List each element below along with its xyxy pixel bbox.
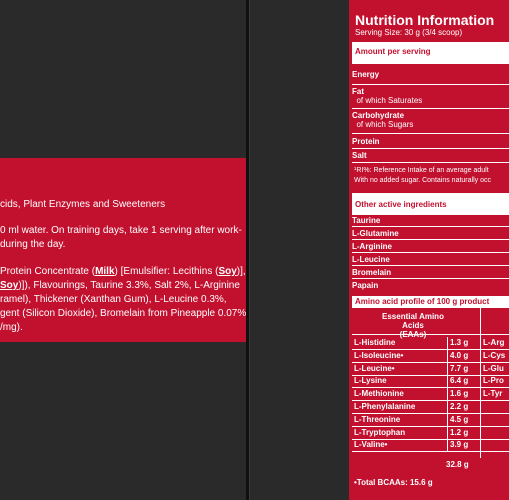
table-row: [352, 337, 509, 349]
other-item: Taurine: [352, 216, 381, 225]
amino-name: L-Leucine•: [354, 364, 395, 373]
ingredients-line-6: /mg).: [0, 322, 23, 333]
amino-value: 1.6 g: [447, 388, 479, 400]
table-row: [352, 388, 509, 400]
amino-value: 1.3 g: [447, 337, 479, 349]
divider: [352, 252, 509, 253]
amino-value: 2.2 g: [447, 401, 479, 413]
table-line: [352, 451, 509, 452]
amino-name: L-Methionine: [354, 389, 404, 398]
nutrition-label: [349, 0, 509, 500]
next-column-name: L-Cys: [480, 350, 505, 362]
table-row: [352, 439, 509, 451]
divider: [352, 148, 509, 149]
serving-size: Serving Size: 30 g (3/4 scoop): [355, 28, 463, 37]
divider: [352, 133, 509, 134]
divider: [352, 278, 509, 279]
table-row: [352, 363, 509, 375]
amino-name: L-Threonine: [354, 415, 401, 424]
other-ingredients-header: Other active ingredients: [355, 200, 447, 209]
directions-line-1: 0 ml water. On training days, take 1 serving after work-: [0, 225, 242, 236]
sugars-row: of which Sugars: [356, 120, 414, 129]
fat-row: Fat: [352, 87, 364, 96]
other-item: L-Leucine: [352, 255, 390, 264]
ingredients-line-3: Soy)]), Flavourings, Taurine 3.3%, Salt 2%, L-Arginine: [0, 280, 240, 291]
amino-profile-header: Amino acid profile of 100 g product: [352, 296, 509, 308]
next-column-name: L-Pro: [480, 375, 504, 387]
amino-name: L-Histidine: [354, 338, 396, 347]
sugar-note: With no added sugar. Contains naturally occ: [354, 177, 491, 184]
ingredients-line-4: ramel), Thickener (Xanthan Gum), L-Leucine 0.3%,: [0, 294, 227, 305]
amino-name: L-Tryptophan: [354, 428, 406, 437]
table-row: [352, 375, 509, 387]
table-line: [352, 334, 509, 335]
carbohydrate-row: Carbohydrate: [352, 111, 405, 120]
divider: [352, 265, 509, 266]
amino-value: 6.4 g: [447, 375, 479, 387]
amino-name: L-Phenylalanine: [354, 402, 416, 411]
protein-row: Protein: [352, 137, 380, 146]
salt-row: Salt: [352, 151, 367, 160]
amino-name: L-Valine•: [354, 440, 388, 449]
directions-line-2: during the day.: [0, 239, 66, 250]
amount-header-box: [352, 42, 509, 64]
divider: [352, 226, 509, 227]
amino-name: L-Lysine: [354, 376, 387, 385]
divider: [352, 162, 509, 163]
amino-value: 7.7 g: [447, 363, 479, 375]
amino-value: 1.2 g: [447, 427, 479, 439]
other-item: L-Arginine: [352, 242, 392, 251]
next-column-name: L-Arg: [480, 337, 504, 349]
energy-row: Energy: [352, 70, 380, 79]
amino-value: 4.0 g: [447, 350, 479, 362]
table-row: [352, 414, 509, 426]
left-panel: [0, 0, 246, 500]
other-item: Bromelain: [352, 268, 392, 277]
table-row: [352, 401, 509, 413]
allergen-text: Milk: [95, 266, 115, 277]
saturates-row: of which Saturates: [356, 96, 423, 105]
eaa-column-header: Essential Amino Acids: [382, 312, 444, 330]
allergen-text: Soy: [0, 280, 19, 291]
ingredients-line-2: Protein Concentrate (Milk) [Emulsifier: Lecithins (Soy)],: [0, 266, 246, 277]
allergen-text: Soy: [218, 266, 237, 277]
reference-intake-note: ¹RI%: Reference Intake of an average adult: [354, 167, 489, 174]
divider: [352, 84, 509, 85]
eaa-total: 32.8 g: [446, 460, 469, 469]
ingredients-line-1: cids, Plant Enzymes and Sweeteners: [0, 199, 166, 210]
divider: [352, 239, 509, 240]
ingredients-band: [0, 158, 246, 342]
table-row: [352, 427, 509, 439]
bcaa-total: •Total BCAAs: 15.6 g: [354, 478, 433, 487]
amino-value: 4.5 g: [447, 414, 479, 426]
table-row: [352, 350, 509, 362]
other-item: Papain: [352, 281, 379, 290]
next-column-name: L-Tyr: [480, 388, 502, 400]
amount-header: Amount per serving: [355, 47, 431, 56]
amino-value: 3.9 g: [447, 439, 479, 451]
divider: [352, 108, 509, 109]
amino-name: L-Isoleucine•: [354, 351, 404, 360]
nutrition-title: Nutrition Information: [355, 12, 495, 28]
other-ingredients-box: [352, 193, 509, 215]
ingredients-line-5: gent (Silicon Dioxide), Bromelain from Pineapple 0.07%: [0, 308, 247, 319]
next-column-name: L-Glu: [480, 363, 504, 375]
other-item: L-Glutamine: [352, 229, 399, 238]
